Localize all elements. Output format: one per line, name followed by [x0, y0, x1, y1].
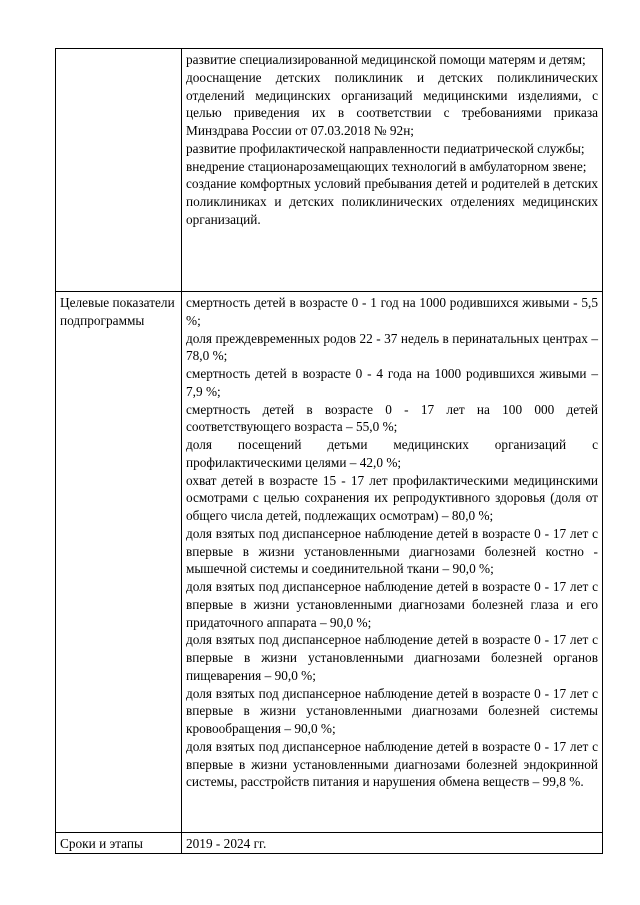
list-item: 2019 - 2024 гг. — [186, 836, 267, 851]
row-label-cell — [56, 292, 182, 833]
list-item: доля взятых под диспансерное наблюдение детей в возрасте 0 - 17 лет с впервые в жизни установленными диагнозами болезней системы кровообращения – 90,0 %; — [186, 685, 598, 736]
list-item: дооснащение детских поликлиник и детских поликлинических отделений медицинских организаций медицинскими изделиями, с целью приведения их в соответствии с требованиями приказа Минздрава России от 07.03.2018 № 92н; — [186, 69, 598, 138]
list-item: смертность детей в возрасте 0 - 1 год на 1000 родившихся живыми - 5,5 %; — [186, 295, 598, 328]
row-content-cell — [182, 833, 603, 854]
list-item: доля взятых под диспансерное наблюдение детей в возрасте 0 - 17 лет с впервые в жизни установленными диагнозами болезней эндокринной системы, расстройств питания и нарушения обмена веществ – 99,8 %. — [186, 738, 598, 790]
list-item: доля преждевременных родов 22 - 37 недель в перинатальных центрах – 78,0 %; — [186, 330, 598, 364]
list-item: доля взятых под диспансерное наблюдение детей в возрасте 0 - 17 лет с впервые в жизни установленными диагнозами болезней костно - мышечной системы и соединительной ткани – 90,0 %; — [186, 525, 598, 577]
list-item: смертность детей в возрасте 0 - 17 лет на 100 000 детей соответствующего возраста – 55,0 %; — [186, 401, 598, 435]
list-item: доля посещений детьми медицинских организаций с профилактическими целями – 42,0 %; — [186, 437, 598, 470]
list-item: развитие специализированной медицинской помощи матерям и детям; — [186, 52, 586, 67]
table-row — [56, 833, 603, 854]
row-label-cell — [56, 833, 182, 854]
row-content-cell — [182, 292, 603, 833]
list-item: создание комфортных условий пребывания детей и родителей в детских поликлиниках и детских поликлинических отделениях медицинских организаций. — [186, 176, 598, 227]
list-item: доля взятых под диспансерное наблюдение детей в возрасте 0 - 17 лет с впервые в жизни установленными диагнозами болезней глаза и его придаточного аппарата – 90,0 %; — [186, 579, 598, 630]
row-label-cell — [56, 49, 182, 292]
list-item: смертность детей в возрасте 0 - 4 года на 1000 родившихся живыми – 7,9 %; — [186, 366, 598, 399]
table-row — [56, 49, 603, 292]
list-item: доля взятых под диспансерное наблюдение детей в возрасте 0 - 17 лет с впервые в жизни установленными диагнозами болезней органов пищеварения – 90,0 %; — [186, 632, 598, 683]
list-item: охват детей в возрасте 15 - 17 лет профилактическими медицинскими осмотрами с целью сохранения их репродуктивного здоровья (доля от общего числа детей, подлежащих осмотрам) – 80,0 %; — [186, 472, 598, 523]
table-row — [56, 292, 603, 833]
list-item: развитие профилактической направленности педиатрической службы; — [186, 140, 585, 156]
row-content-cell — [182, 49, 603, 292]
row-label: Целевые показатели подпрограммы — [60, 295, 175, 328]
row-label: Сроки и этапы — [60, 836, 143, 851]
list-item: внедрение стационарозамещающих технологий в амбулаторном звене; — [186, 158, 587, 174]
program-passport-table — [55, 48, 603, 854]
